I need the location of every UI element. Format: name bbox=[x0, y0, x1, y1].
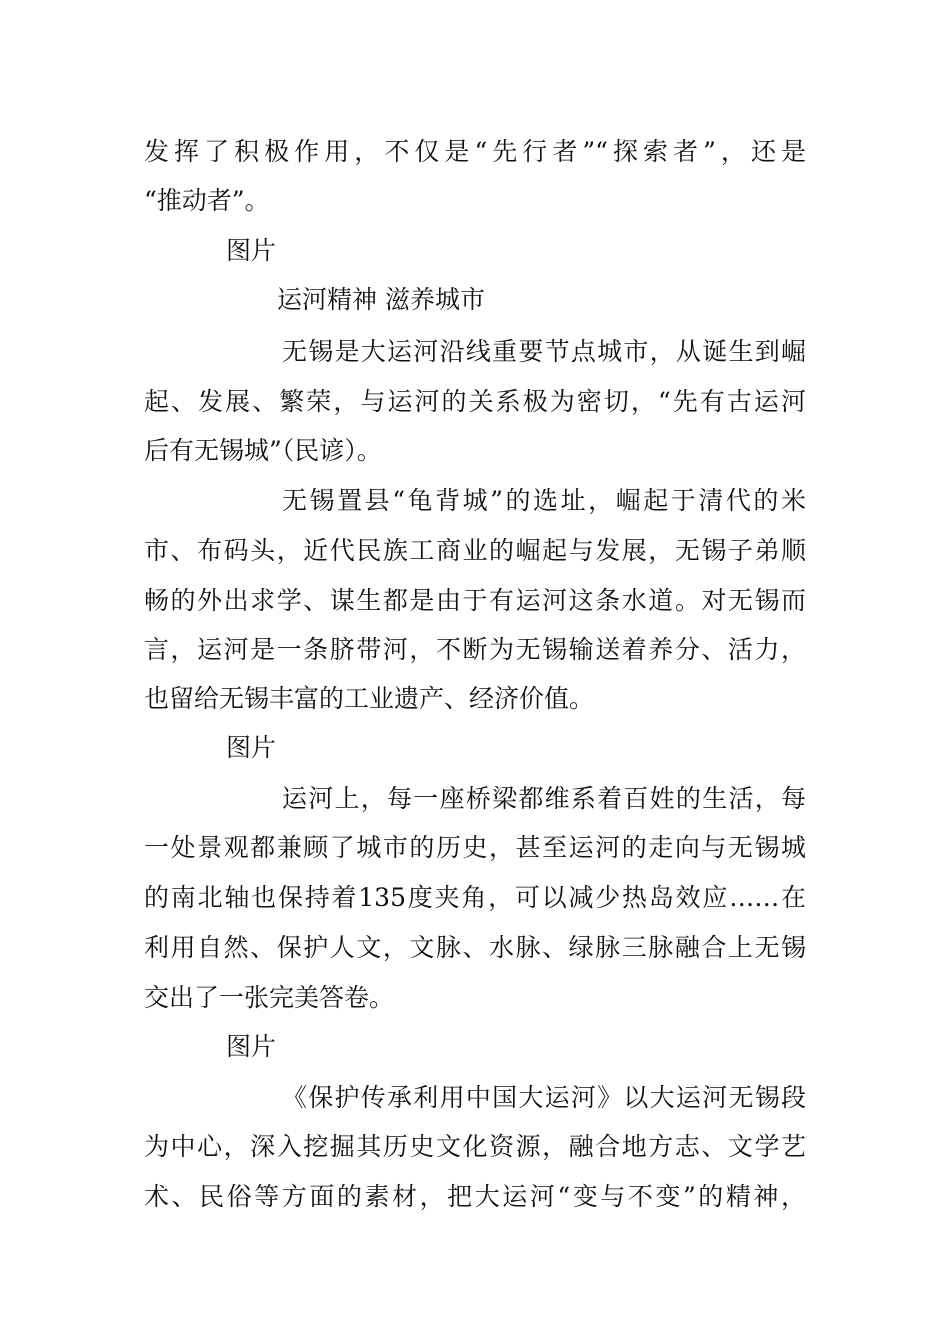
image-placeholder-label: 图片 bbox=[226, 733, 277, 762]
paragraph-line: 畅的外出求学、谋生都是由于有运河这条水道。对无锡而 bbox=[144, 586, 806, 615]
paragraph-line: 的南北轴也保持着135度夹角，可以减少热岛效应……在 bbox=[144, 883, 806, 912]
paragraph-line: 言，运河是一条脐带河，不断为无锡输送着养分、活力， bbox=[144, 635, 806, 664]
paragraph-line: 《保护传承利用中国大运河》以大运河无锡段 bbox=[282, 1083, 806, 1112]
image-placeholder-label: 图片 bbox=[226, 1032, 277, 1061]
paragraph-line: 术、民俗等方面的素材，把大运河“变与不变”的精神， bbox=[144, 1182, 806, 1211]
paragraph-line: 后有无锡城”（民谚）。 bbox=[144, 436, 382, 465]
paragraph-line: 一处景观都兼顾了城市的历史，甚至运河的走向与无锡城 bbox=[144, 833, 806, 862]
paragraph-line: 市、布码头，近代民族工商业的崛起与发展，无锡子弟顺 bbox=[144, 536, 806, 565]
paragraph-line: 利用自然、保护人文，文脉、水脉、绿脉三脉融合上无锡 bbox=[144, 933, 806, 962]
paragraph-line: 无锡是大运河沿线重要节点城市，从诞生到崛 bbox=[282, 337, 806, 366]
image-placeholder-label: 图片 bbox=[226, 236, 277, 265]
paragraph-line: 起、发展、繁荣，与运河的关系极为密切，“先有古运河 bbox=[144, 387, 806, 416]
section-heading: 运河精神 滋养城市 bbox=[277, 285, 485, 314]
paragraph-line: 无锡置县“龟背城”的选址，崛起于清代的米 bbox=[282, 486, 806, 515]
paragraph-line: 为中心，深入挖掘其历史文化资源，融合地方志、文学艺 bbox=[144, 1132, 806, 1161]
paragraph-line: 也留给无锡丰富的工业遗产、经济价值。 bbox=[144, 684, 595, 713]
paragraph-line: 交出了一张完美答卷。 bbox=[144, 983, 395, 1012]
paragraph-line: 运河上，每一座桥梁都维系着百姓的生活，每 bbox=[282, 784, 806, 813]
paragraph-line: “推动者”。 bbox=[144, 186, 270, 215]
paragraph-line: 发挥了积极作用，不仅是“先行者”“探索者”，还是 bbox=[144, 137, 806, 166]
